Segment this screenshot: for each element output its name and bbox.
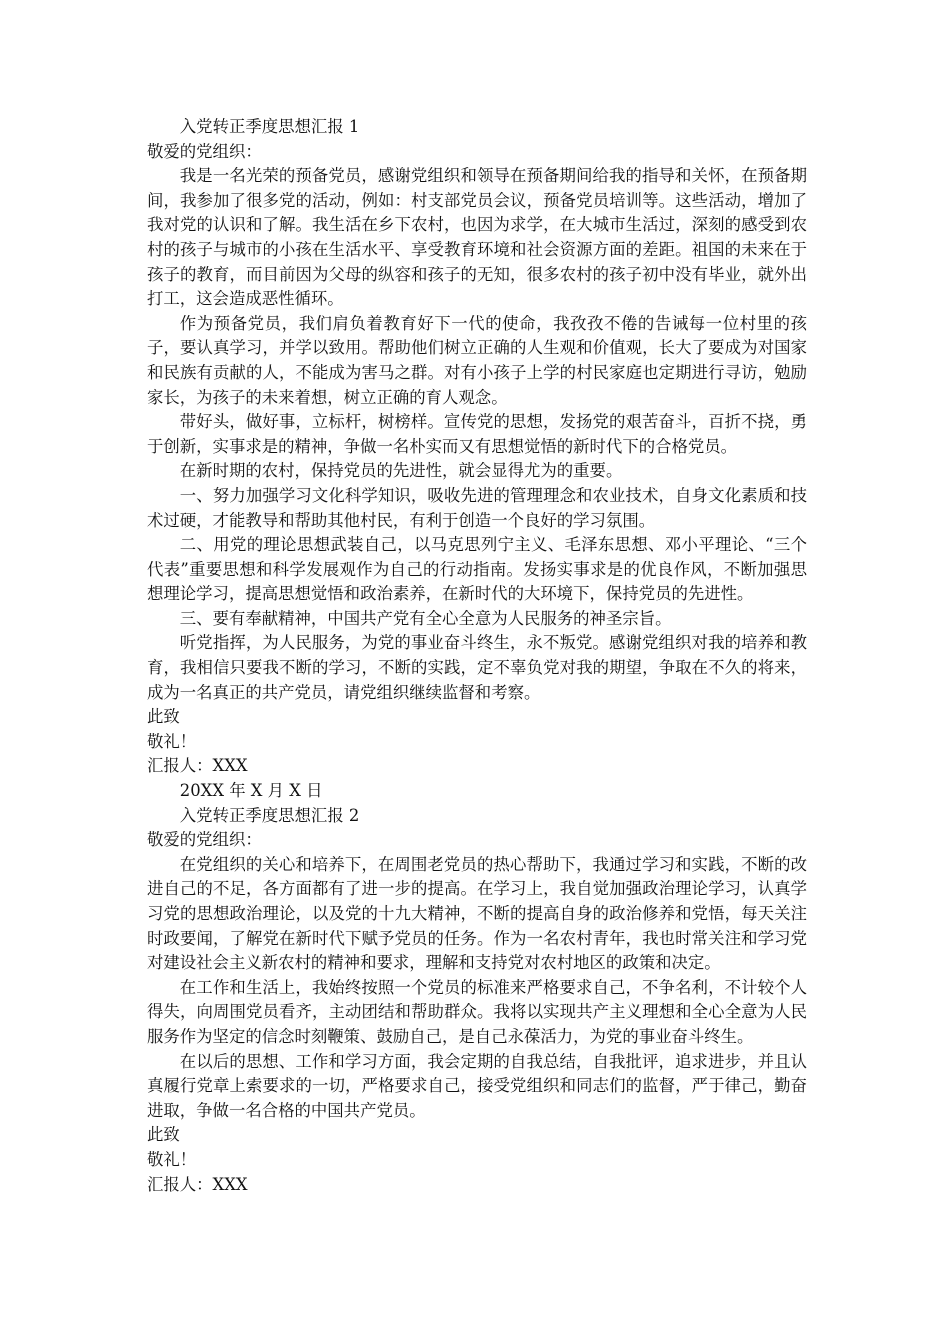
- report-2-salutation: 敬爱的党组织：: [147, 830, 262, 850]
- report-1-closing-2: 敬礼！: [147, 731, 197, 751]
- report-1-paragraph-1: 我是一名光荣的预备党员，感谢党组织和领导在预备期间给我的指导和关怀，在预备期间，我参加了很多党的活动，例如：村支部党员会议，预备党员培训等。这些活动，增加了我对党的认识和了解。我生活在乡下农村，也因为求学，在大城市生活过，深刻的感受到农村的孩子与城市的小孩在生活水平、享受教育环境和社会资源方面的差距。祖国的未来在于孩子的教育，而目前因为父母的纵容和孩子的无知，很多农村的孩子初中没有毕业，就外出打工，这会造成恶性循环。: [147, 166, 807, 309]
- report-2-paragraph-2: 在工作和生活上，我始终按照一个党员的标准来严格要求自己，不争名利，不计较个人得失，向周围党员看齐，主动团结和帮助群众。我将以实现共产主义理想和全心全意为人民服务作为坚定的信念时刻鞭策、鼓励自己，是自己永葆活力，为党的事业奋斗终生。: [147, 977, 807, 1046]
- report-1-title: 入党转正季度思想汇报 1: [179, 117, 360, 136]
- report-2-title: 入党转正季度思想汇报 2: [179, 805, 360, 825]
- report-2-reporter: 汇报人：XXX: [147, 1174, 248, 1194]
- report-1-reporter: 汇报人：XXX: [147, 756, 248, 776]
- report-1-paragraph-6: 二、用党的理论思想武装自己，以马克思列宁主义、毛泽东思想、邓小平理论、“三个代表”重要思想和科学发展观作为自己的行动指南。发扬实事求是的优良作风，不断加强思想理论学习，提高思想觉悟和政治素养，在新时代的大环境下，保持党员的先进性。: [147, 535, 807, 604]
- report-1-paragraph-3: 带好头，做好事，立标杆，树榜样。宣传党的思想，发扬党的艰苦奋斗，百折不挠，勇于创新，实事求是的精神，争做一名朴实而又有思想觉悟的新时代下的合格党员。: [147, 412, 807, 456]
- report-2-paragraph-1: 在党组织的关心和培养下，在周围老党员的热心帮助下，我通过学习和实践，不断的改进自己的不足，各方面都有了进一步的提高。在学习上，我自觉加强政治理论学习，认真学习党的思想政治理论，以及党的十九大精神，不断的提高自身的政治修养和党悟，每天关注时政要闻，了解党在新时代下赋予党员的任务。作为一名农村青年，我也时常关注和学习党对建设社会主义新农村的精神和要求，理解和支持党对农村地区的政策和决定。: [147, 854, 807, 973]
- report-2-closing-2: 敬礼！: [147, 1149, 197, 1169]
- report-1-paragraph-4: 在新时期的农村，保持党员的先进性，就会显得尤为的重要。: [179, 461, 623, 481]
- report-2-paragraph-3: 在以后的思想、工作和学习方面，我会定期的自我总结，自我批评，追求进步，并且认真履行党章上索要求的一切，严格要求自己，接受党组织和同志们的监督，严于律己，勤奋进取，争做一名合格的中国共产党员。: [147, 1051, 807, 1120]
- report-1-salutation: 敬爱的党组织：: [147, 141, 262, 161]
- report-1-paragraph-2: 作为预备党员，我们肩负着教育好下一代的使命，我孜孜不倦的告诫每一位村里的孩子，要认真学习，并学以致用。帮助他们树立正确的人生观和价值观，长大了要成为对国家和民族有贡献的人，不能成为害马之群。对有小孩子上学的村民家庭也定期进行寻访，勉励家长，为孩子的未来着想，树立正确的育人观念。: [147, 313, 807, 407]
- report-1-paragraph-8: 听党指挥，为人民服务，为党的事业奋斗终生，永不叛党。感谢党组织对我的培养和教育，我相信只要我不断的学习，不断的实践，定不辜负党对我的期望，争取在不久的将来，成为一名真正的共产党员，请党组织继续监督和考察。: [147, 633, 807, 702]
- report-1-date: 20XX 年 X 月 X 日: [179, 781, 323, 801]
- report-2-closing-1: 此致: [147, 1125, 180, 1145]
- document-body: [147, 115, 807, 1197]
- report-1-paragraph-7: 三、要有奉献精神，中国共产党有全心全意为人民服务的神圣宗旨。: [179, 608, 672, 628]
- report-1-closing-1: 此致: [147, 707, 180, 727]
- report-1-paragraph-5: 一、努力加强学习文化科学知识，吸收先进的管理理念和农业技术，自身文化素质和技术过硬，才能教导和帮助其他村民，有利于创造一个良好的学习氛围。: [147, 485, 807, 530]
